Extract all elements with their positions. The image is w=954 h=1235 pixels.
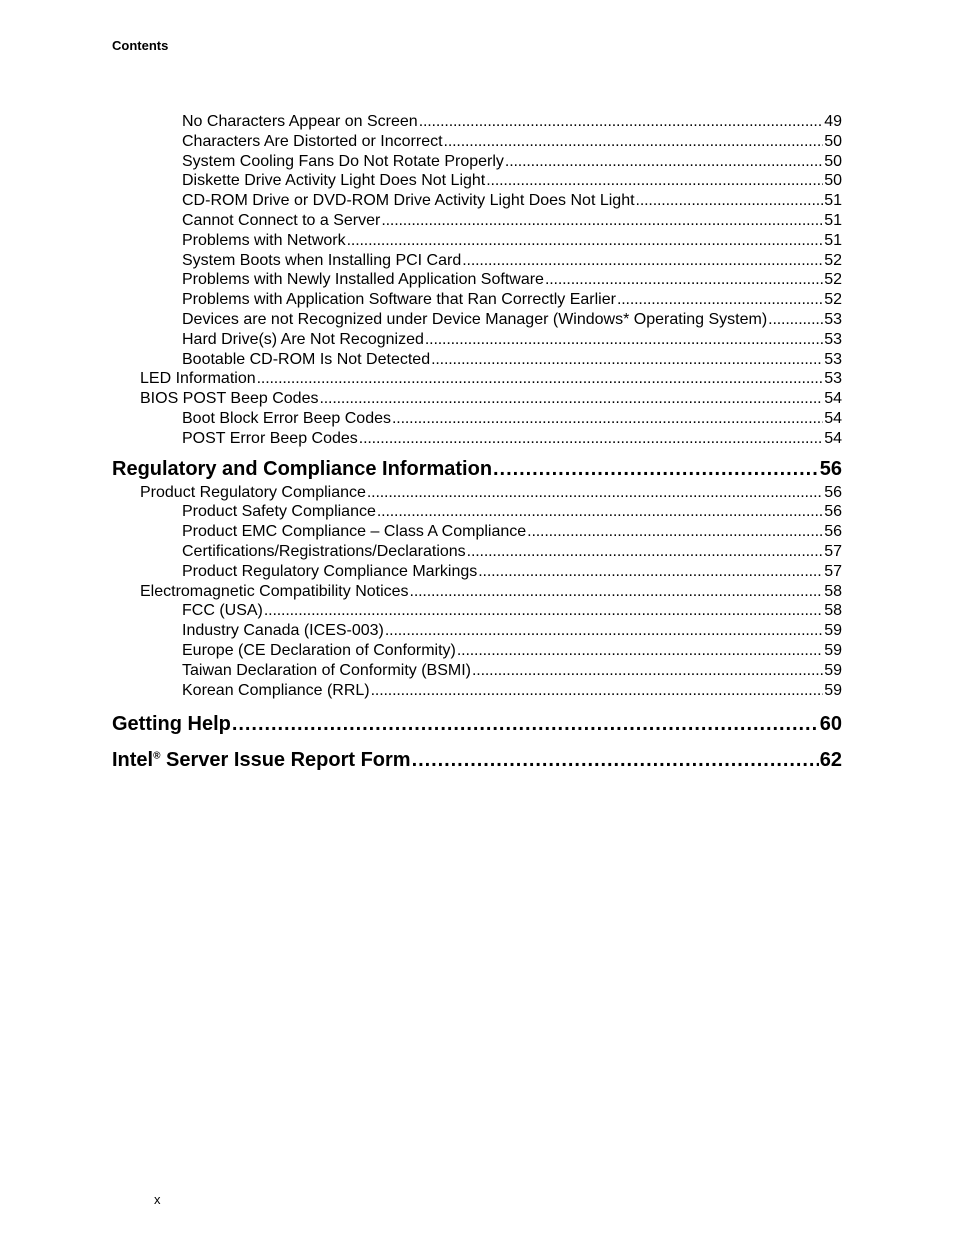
dot-leader [412, 748, 819, 772]
toc-entry[interactable] [112, 310, 842, 330]
toc-entry[interactable] [112, 270, 842, 290]
toc-entry[interactable] [112, 330, 842, 350]
toc-entry-page: 54 [824, 409, 842, 427]
toc-entry-page: 54 [824, 429, 842, 447]
toc-entry-title: Devices are not Recognized under Device Manager (Windows* Operating System) [182, 310, 768, 328]
dot-leader [419, 112, 824, 132]
dot-leader [636, 191, 824, 211]
toc-entry-title: No Characters Appear on Screen [182, 113, 418, 130]
toc-entry-page: 62 [819, 749, 842, 772]
toc-entry-page: 51 [824, 211, 842, 229]
toc-entry[interactable] [112, 132, 842, 152]
dot-leader [257, 369, 824, 389]
dot-leader [457, 641, 823, 661]
toc-entry-title: LED Information [140, 370, 256, 388]
toc-entry-page: 59 [824, 661, 842, 679]
toc-entry[interactable] [112, 211, 842, 231]
dot-leader [617, 290, 823, 310]
toc-entry[interactable] [112, 522, 842, 542]
dot-leader [410, 582, 824, 602]
toc-entry-title: Boot Block Error Beep Codes [182, 409, 391, 427]
toc-entry-page: 49 [824, 113, 842, 130]
toc-entry-title: Taiwan Declaration of Conformity (BSMI) [182, 661, 471, 679]
toc-entry-page: 56 [824, 503, 842, 521]
toc-entry-title: Getting Help [112, 713, 231, 736]
toc-entry-page: 53 [824, 330, 842, 348]
dot-leader [478, 562, 823, 582]
toc-entry-page: 52 [824, 251, 842, 269]
toc-entry-title: Product EMC Compliance – Class A Compliance [182, 523, 527, 541]
toc-entry-title: Industry Canada (ICES-003) [182, 622, 384, 640]
dot-leader [527, 522, 823, 542]
toc-entry-page: 59 [824, 622, 842, 640]
toc-entry-page: 51 [824, 231, 842, 249]
toc-entry[interactable] [112, 171, 842, 191]
toc-entry-page: 57 [824, 542, 842, 560]
toc-entry-title-prefix: Intel [112, 749, 154, 772]
toc-entry-page: 57 [824, 562, 842, 580]
toc-entry-title: Product Safety Compliance [182, 503, 376, 521]
toc-chapter-entry[interactable] [112, 457, 842, 481]
toc-entry-title: Characters Are Distorted or Incorrect [182, 132, 443, 150]
table-of-contents [112, 112, 842, 772]
dot-leader [505, 152, 823, 172]
toc-entry[interactable] [112, 562, 842, 582]
toc-entry-title-suffix: Server Issue Report Form [160, 749, 411, 772]
dot-leader [467, 542, 824, 562]
toc-entry-page: 52 [824, 271, 842, 289]
toc-entry-title: Problems with Newly Installed Application Software [182, 271, 544, 289]
toc-entry-title: Diskette Drive Activity Light Does Not Light [182, 172, 486, 190]
toc-entry-page: 54 [824, 390, 842, 408]
toc-entry-title: Korean Compliance (RRL) [182, 681, 370, 699]
dot-leader [371, 681, 824, 701]
page-number: x [154, 1192, 161, 1207]
dot-leader [392, 409, 823, 429]
dot-leader [359, 429, 823, 449]
dot-leader [486, 171, 823, 191]
toc-entry[interactable] [112, 251, 842, 271]
toc-entry[interactable] [112, 152, 842, 172]
toc-entry[interactable] [112, 191, 842, 211]
dot-leader [377, 502, 823, 522]
toc-entry[interactable] [112, 502, 842, 522]
toc-entry-title: Product Regulatory Compliance Markings [182, 562, 478, 580]
dot-leader [545, 270, 823, 290]
toc-entry-page: 58 [824, 582, 842, 600]
dot-leader [347, 231, 824, 251]
dot-leader [444, 132, 824, 152]
toc-entry[interactable] [112, 409, 842, 429]
toc-entry-page: 56 [824, 483, 842, 501]
toc-entry-page: 56 [819, 457, 842, 480]
toc-entry-page: 53 [824, 310, 842, 328]
toc-entry[interactable] [112, 542, 842, 562]
dot-leader [472, 661, 823, 681]
toc-entry-title: FCC (USA) [182, 602, 263, 620]
dot-leader [431, 350, 823, 370]
toc-entry-title: Bootable CD-ROM Is Not Detected [182, 350, 431, 368]
registered-mark: ® [153, 750, 161, 762]
toc-entry-page: 50 [824, 132, 842, 150]
dot-leader [367, 483, 823, 503]
toc-entry-page: 53 [824, 370, 842, 388]
toc-entry[interactable] [112, 112, 842, 132]
toc-entry-title: Electromagnetic Compatibility Notices [140, 582, 409, 600]
dot-leader [462, 251, 823, 271]
toc-entry-title: Europe (CE Declaration of Conformity) [182, 641, 456, 659]
toc-entry[interactable] [112, 681, 842, 701]
toc-entry-page: 60 [819, 713, 842, 736]
toc-entry-page: 52 [824, 291, 842, 309]
dot-leader [381, 211, 823, 231]
toc-entry-title: Cannot Connect to a Server [182, 211, 381, 229]
dot-leader [385, 621, 823, 641]
toc-entry-page: 58 [824, 602, 842, 620]
toc-entry[interactable] [112, 389, 842, 409]
toc-entry[interactable] [112, 231, 842, 251]
toc-entry-page: 53 [824, 350, 842, 368]
dot-leader [319, 389, 823, 409]
toc-entry-page: 50 [824, 172, 842, 190]
toc-entry[interactable] [112, 621, 842, 641]
running-header: Contents [112, 38, 169, 53]
toc-entry[interactable] [112, 483, 842, 503]
toc-entry-title: BIOS POST Beep Codes [140, 390, 319, 408]
toc-entry[interactable] [112, 601, 842, 621]
toc-entry-page: 50 [824, 152, 842, 170]
toc-entry-title: Hard Drive(s) Are Not Recognized [182, 330, 424, 348]
toc-entry-title: Problems with Network [182, 231, 346, 249]
toc-entry-page: 59 [824, 681, 842, 699]
toc-entry[interactable] [112, 290, 842, 310]
toc-entry[interactable] [112, 582, 842, 602]
toc-entry-title: Problems with Application Software that Ran Correctly Earlier [182, 291, 616, 309]
toc-entry-title: Certifications/Registrations/Declarations [182, 542, 466, 560]
toc-entry-title [112, 748, 411, 772]
dot-leader [425, 330, 823, 350]
toc-entry-title: System Cooling Fans Do Not Rotate Properly [182, 152, 504, 170]
toc-entry[interactable] [112, 429, 842, 449]
toc-entry-title: Regulatory and Compliance Information [112, 457, 493, 480]
dot-leader [264, 601, 823, 621]
toc-entry[interactable] [112, 641, 842, 661]
toc-entry-title: System Boots when Installing PCI Card [182, 251, 462, 269]
toc-entry-page: 56 [824, 523, 842, 541]
toc-chapter-entry[interactable] [112, 748, 842, 772]
toc-entry-title: CD-ROM Drive or DVD-ROM Drive Activity Light Does Not Light [182, 192, 635, 210]
toc-entry[interactable] [112, 369, 842, 389]
toc-entry-page: 59 [824, 641, 842, 659]
toc-entry[interactable] [112, 661, 842, 681]
dot-leader [493, 457, 819, 481]
toc-entry[interactable] [112, 350, 842, 370]
toc-entry-page: 51 [824, 192, 842, 210]
dot-leader [768, 310, 823, 330]
toc-chapter-entry[interactable] [112, 712, 842, 736]
toc-entry-title: Product Regulatory Compliance [140, 483, 366, 501]
toc-entry-title: POST Error Beep Codes [182, 429, 358, 447]
dot-leader [232, 712, 819, 736]
